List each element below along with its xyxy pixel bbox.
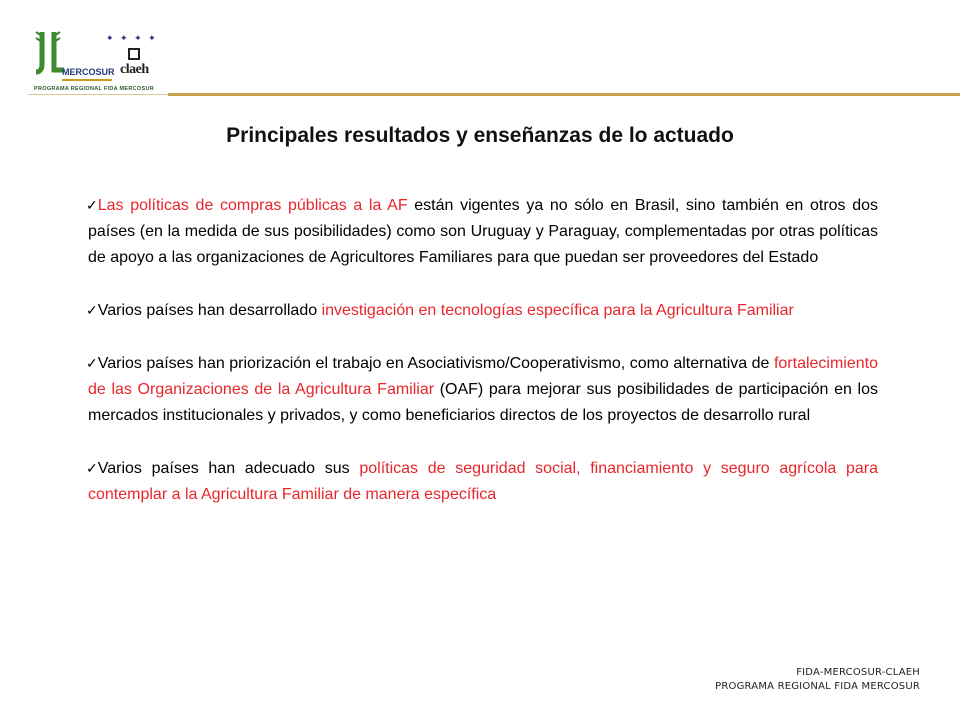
header-rule: [168, 93, 960, 96]
bullet-list: [88, 192, 878, 534]
highlighted-text: políticas de seguridad social, financiamiento y seguro agrícola para contemplar a la Agricultura Familiar de manera específica: [88, 460, 879, 503]
southern-cross-stars-icon: ✦ ✦ ✦ ✦: [106, 33, 158, 43]
footer: [715, 666, 920, 694]
highlighted-text: fortalecimiento de las Organizaciones de la Agricultura Familiar: [88, 355, 878, 398]
footer-line-2: PROGRAMA REGIONAL FIDA MERCOSUR: [715, 681, 920, 692]
bullet-item: [88, 455, 878, 508]
checkmark-icon: ✓: [86, 460, 98, 476]
bullet-text: Varios países han adecuado sus: [97, 460, 360, 477]
highlighted-text: investigación en tecnologías específica para la Agricultura Familiar: [321, 302, 794, 319]
logo-mercosur-text: MERCOSUR: [62, 67, 115, 77]
checkmark-icon: ✓: [86, 197, 98, 213]
claeh-box-icon: [128, 48, 140, 60]
bullet-text: están vigentes ya no sólo en Brasil, sino también en otros dos países (en la medida de sus posibilidades) como son Uruguay y Paraguay, complementadas por otras políticas de apoyo a las organizaciones de Agricultores Familiares para que puedan ser proveedores del Estado: [88, 197, 879, 266]
bullet-item: [88, 297, 878, 324]
bullet-item: [88, 350, 878, 429]
fida-mercosur-logo: [28, 22, 168, 92]
logo-underline: [62, 79, 112, 81]
checkmark-icon: ✓: [86, 355, 98, 371]
logo-claeh-text: claeh: [120, 62, 149, 77]
header-rule-left: [28, 94, 168, 95]
slide-title: Principales resultados y enseñanzas de lo actuado: [226, 124, 734, 147]
bullet-item: [88, 192, 878, 271]
highlighted-text: Las políticas de compras públicas a la AF: [97, 197, 408, 214]
footer-line-1: FIDA-MERCOSUR-CLAEH: [796, 667, 920, 678]
bullet-text: Varios países han desarrollado: [97, 302, 322, 319]
logo-program-text: PROGRAMA REGIONAL FIDA MERCOSUR: [34, 86, 155, 92]
bullet-text: Varios países han priorización el trabajo en Asociativismo/Cooperativismo, como alternativa de: [97, 355, 774, 372]
bullet-text: (OAF) para mejorar sus posibilidades de participación en los mercados institucionales y privados, y como beneficiarios directos de los proyectos de desarrollo rural: [88, 381, 879, 424]
checkmark-icon: ✓: [86, 302, 98, 318]
